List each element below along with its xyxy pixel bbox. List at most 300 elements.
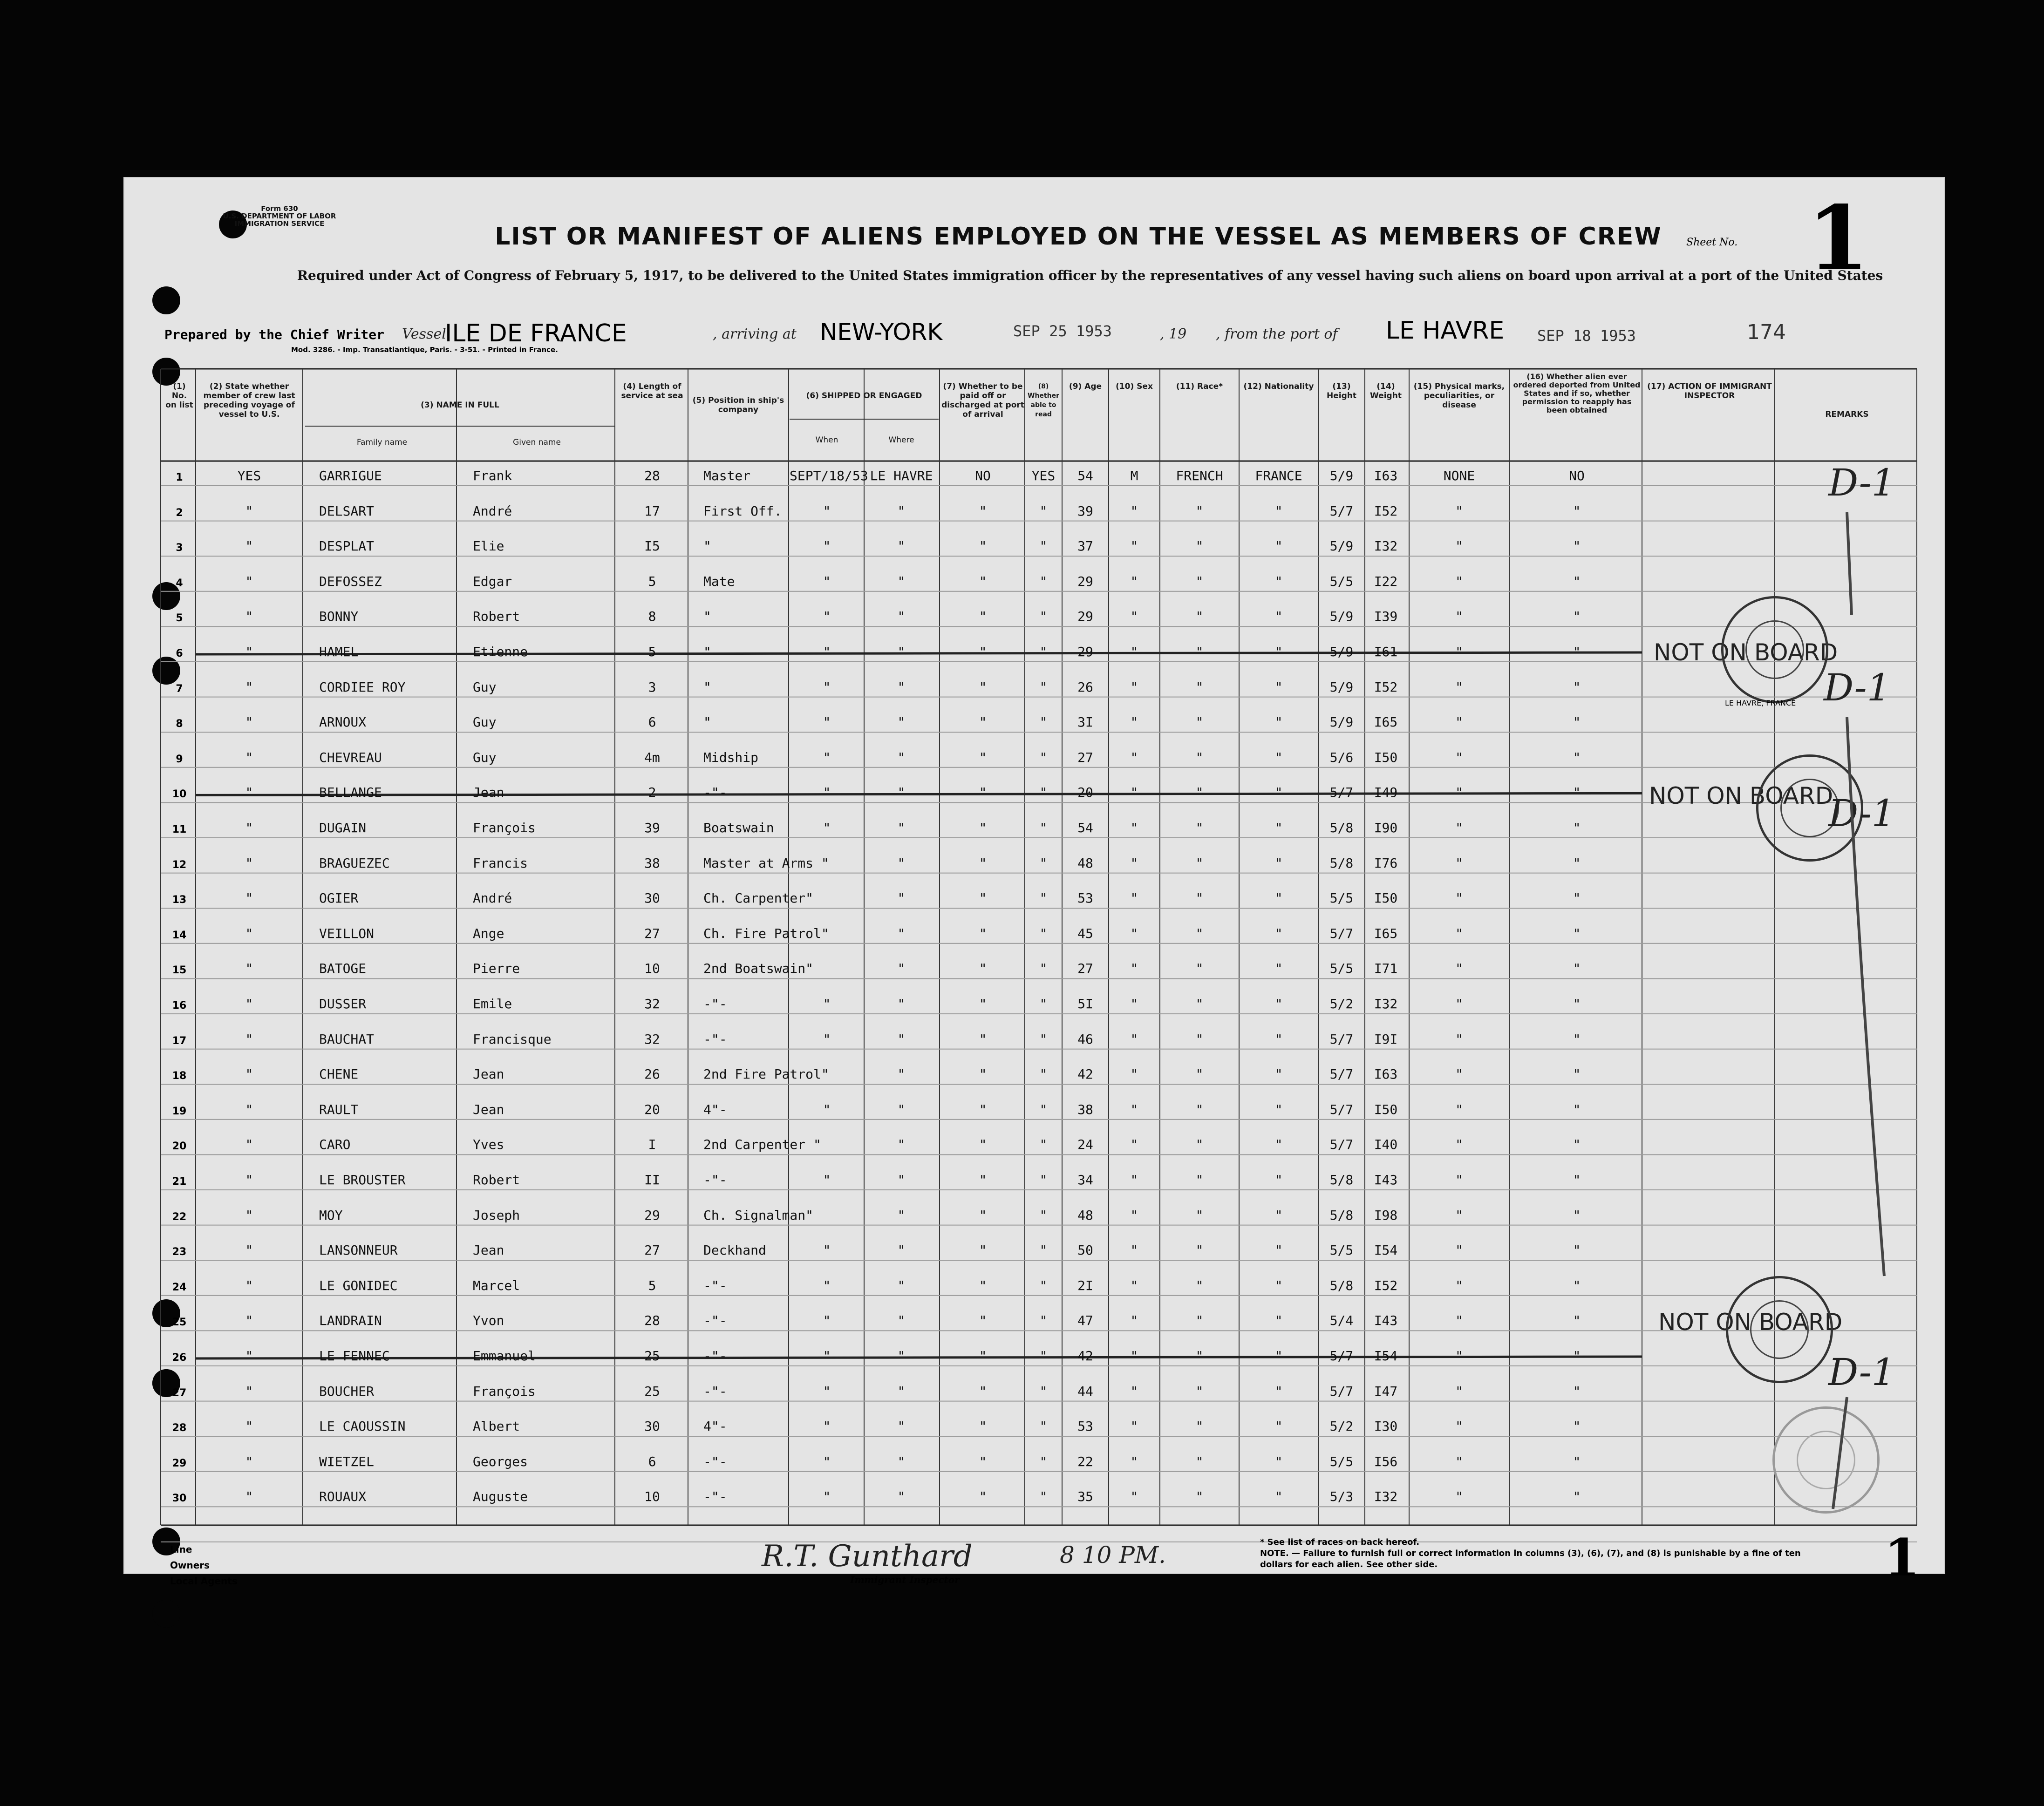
cell-height: 5/5 — [1329, 1453, 1354, 1469]
cell-age: 27 — [1077, 961, 1093, 977]
cell-position: -"- — [703, 1348, 727, 1364]
cell-position: " — [703, 538, 711, 554]
cell-state: " — [245, 996, 253, 1012]
cell-state: " — [245, 925, 253, 941]
cell-nat: " — [1274, 1419, 1283, 1434]
col-remarks-header: REMARKS — [1825, 410, 1869, 419]
owners-label: Owners — [170, 1560, 210, 1571]
cell-deported: " — [1573, 820, 1581, 835]
cell-family: HAMEL — [319, 644, 359, 659]
cell-deported: NO — [1569, 468, 1585, 483]
cell-age: 46 — [1077, 1031, 1093, 1047]
d1-annotation: D-1 — [1828, 461, 1895, 504]
cell-marks: " — [1455, 1453, 1463, 1469]
row-number: 21 — [172, 1176, 187, 1188]
cell-paid: " — [979, 961, 987, 977]
cell-race: " — [1195, 1031, 1204, 1047]
cell-weight: I50 — [1374, 749, 1398, 765]
cell-when: SEPT/18/53 — [790, 468, 868, 483]
cell-service: 2 — [648, 785, 656, 801]
cell-where: " — [897, 573, 906, 589]
cell-service: 28 — [644, 1313, 660, 1329]
cell-nat: " — [1274, 749, 1283, 765]
cell-deported: " — [1573, 1489, 1581, 1505]
cell-service: 30 — [644, 890, 660, 906]
cell-nat: " — [1274, 714, 1283, 730]
cell-race: " — [1195, 1489, 1204, 1505]
cell-nat: " — [1274, 1242, 1283, 1258]
cell-weight: I63 — [1374, 468, 1398, 483]
cell-deported: " — [1573, 890, 1581, 906]
cell-service: 26 — [644, 1066, 660, 1082]
cell-service: 5 — [648, 1277, 656, 1293]
cell-marks: " — [1455, 961, 1463, 977]
cell-deported: " — [1573, 1137, 1581, 1153]
page-title: LIST OR MANIFEST OF ALIENS EMPLOYED ON THE VESSEL AS MEMBERS OF CREW — [495, 223, 1662, 251]
cell-sex: " — [1130, 925, 1138, 941]
cell-read: " — [1039, 961, 1048, 977]
cell-given: Edgar — [473, 573, 512, 589]
cell-nat: " — [1274, 820, 1283, 835]
cell-where: " — [897, 1137, 906, 1153]
cell-age: 29 — [1077, 609, 1093, 625]
cell-race: " — [1195, 1419, 1204, 1434]
page-mark: 1 — [1884, 1528, 1920, 1588]
cell-read: " — [1039, 1242, 1048, 1258]
cell-read: " — [1039, 1489, 1048, 1505]
cell-deported: " — [1573, 749, 1581, 765]
cell-paid: " — [979, 1419, 987, 1434]
cell-given: Etienne — [473, 644, 528, 659]
cell-race: FRENCH — [1176, 468, 1223, 483]
cell-when: " — [823, 1419, 831, 1434]
cell-height: 5/4 — [1329, 1313, 1354, 1329]
cell-position: Boatswain — [703, 820, 774, 835]
cell-paid: " — [979, 679, 987, 695]
cell-race: " — [1195, 925, 1204, 941]
col-no-header: (1) No. on list — [165, 382, 193, 410]
row-number: 26 — [172, 1352, 187, 1364]
cell-marks: " — [1455, 1207, 1463, 1223]
cell-family: DEFOSSEZ — [319, 573, 382, 589]
cell-family: WIETZEL — [319, 1453, 375, 1469]
cell-height: 5/3 — [1329, 1489, 1354, 1505]
cell-nat: " — [1274, 609, 1283, 625]
cell-read: " — [1039, 573, 1048, 589]
cell-read: " — [1039, 1066, 1048, 1082]
cell-read: " — [1039, 1383, 1048, 1399]
cell-race: " — [1195, 1383, 1204, 1399]
cell-service: 27 — [644, 925, 660, 941]
cell-age: 24 — [1077, 1137, 1093, 1153]
cell-race: " — [1195, 1313, 1204, 1329]
cell-state: " — [245, 1242, 253, 1258]
cell-state: " — [245, 1101, 253, 1117]
cell-where: " — [897, 855, 906, 871]
cell-height: 5/7 — [1329, 1383, 1354, 1399]
cell-state: " — [245, 1348, 253, 1364]
cell-state: " — [245, 573, 253, 589]
cell-where: " — [897, 820, 906, 835]
cell-position: Ch. Fire Patrol" — [703, 925, 829, 941]
cell-weight: I52 — [1374, 1277, 1398, 1293]
cell-paid: " — [979, 609, 987, 625]
cell-deported: " — [1573, 714, 1581, 730]
cell-weight: I52 — [1374, 679, 1398, 695]
cell-deported: " — [1573, 1207, 1581, 1223]
cell-weight: I40 — [1374, 1137, 1398, 1153]
cell-read: " — [1039, 503, 1048, 519]
cell-state: " — [245, 1453, 253, 1469]
cell-state: " — [245, 749, 253, 765]
cell-sex: " — [1130, 714, 1138, 730]
cell-weight: I43 — [1374, 1313, 1398, 1329]
cell-race: " — [1195, 996, 1204, 1012]
cell-nat: " — [1274, 890, 1283, 906]
cell-nat: " — [1274, 1066, 1283, 1082]
cell-sex: " — [1130, 573, 1138, 589]
cell-sex: " — [1130, 1207, 1138, 1223]
cell-where: " — [897, 1207, 906, 1223]
cell-marks: " — [1455, 538, 1463, 554]
cell-family: MOY — [319, 1207, 343, 1223]
cell-marks: " — [1455, 890, 1463, 906]
cell-read: " — [1039, 1137, 1048, 1153]
cell-sex: " — [1130, 749, 1138, 765]
cell-weight: I71 — [1374, 961, 1398, 977]
cell-position: Deckhand — [703, 1242, 766, 1258]
cell-weight: I54 — [1374, 1242, 1398, 1258]
cell-marks: " — [1455, 1489, 1463, 1505]
cell-height: 5/7 — [1329, 1031, 1354, 1047]
cell-race: " — [1195, 1137, 1204, 1153]
cell-sex: " — [1130, 1383, 1138, 1399]
cell-given: Guy — [473, 749, 497, 765]
cell-read: " — [1039, 996, 1048, 1012]
row-number: 11 — [172, 824, 187, 835]
cell-paid: " — [979, 503, 987, 519]
cell-nat: " — [1274, 1031, 1283, 1047]
col-name-header: (3) NAME IN FULL — [421, 401, 499, 410]
cell-marks: " — [1455, 503, 1463, 519]
cell-marks: " — [1455, 785, 1463, 801]
cell-read: " — [1039, 785, 1048, 801]
cell-age: 27 — [1077, 749, 1093, 765]
cell-paid: " — [979, 1348, 987, 1364]
row-number: 24 — [172, 1281, 187, 1293]
year-label: , 19 — [1160, 326, 1187, 342]
cell-service: 3 — [648, 679, 656, 695]
cell-state: YES — [237, 468, 261, 483]
row-number: 3 — [176, 542, 183, 554]
col-marks-header: (15) Physical marks, peculiarities, or disease — [1413, 382, 1505, 410]
cell-deported: " — [1573, 961, 1581, 977]
col-action-header: (17) ACTION OF IMMIGRANT INSPECTOR — [1647, 382, 1772, 401]
cell-deported: " — [1573, 1242, 1581, 1258]
cell-where: " — [897, 1066, 906, 1082]
row-number: 17 — [172, 1035, 187, 1047]
cell-race: " — [1195, 1207, 1204, 1223]
cell-deported: " — [1573, 1419, 1581, 1434]
cell-age: 34 — [1077, 1172, 1093, 1188]
cell-family: CARO — [319, 1137, 351, 1153]
cell-position: 2nd Carpenter " — [703, 1137, 821, 1153]
cell-sex: " — [1130, 1313, 1138, 1329]
departure-date-stamp: SEP 18 1953 — [1537, 327, 1636, 345]
cell-height: 5/2 — [1329, 996, 1354, 1012]
col-where-header: Where — [888, 435, 914, 445]
cell-given: Jean — [473, 1066, 504, 1082]
cell-marks: " — [1455, 1172, 1463, 1188]
cell-deported: " — [1573, 1031, 1581, 1047]
cell-height: 5/7 — [1329, 1137, 1354, 1153]
cell-height: 5/7 — [1329, 785, 1354, 801]
cell-height: 5/8 — [1329, 1277, 1354, 1293]
cell-service: 28 — [644, 468, 660, 483]
cell-given: Yvon — [473, 1313, 504, 1329]
cell-state: " — [245, 644, 253, 659]
cell-paid: " — [979, 1101, 987, 1117]
cell-deported: " — [1573, 1066, 1581, 1082]
cell-age: 29 — [1077, 644, 1093, 659]
cell-height: 5/7 — [1329, 925, 1354, 941]
col-service-header: (4) Length of service at sea — [621, 382, 683, 401]
cell-nat: " — [1274, 1101, 1283, 1117]
cell-weight: I32 — [1374, 1489, 1398, 1505]
cell-marks: " — [1455, 573, 1463, 589]
cell-read: " — [1039, 1277, 1048, 1293]
cell-height: 5/7 — [1329, 503, 1354, 519]
cell-nat: " — [1274, 644, 1283, 659]
cell-nat: " — [1274, 573, 1283, 589]
cell-age: 53 — [1077, 890, 1093, 906]
cell-read: " — [1039, 749, 1048, 765]
cell-given: Albert — [473, 1419, 520, 1434]
cell-given: Joseph — [473, 1207, 520, 1223]
cell-position: First Off. — [703, 503, 782, 519]
cell-where: " — [897, 1383, 906, 1399]
cell-marks: " — [1455, 1066, 1463, 1082]
cell-where: " — [897, 1419, 906, 1434]
cell-service: 30 — [644, 1419, 660, 1434]
cell-when: " — [823, 573, 831, 589]
cell-paid: " — [979, 890, 987, 906]
col-when-header: When — [815, 435, 838, 445]
cell-nat: " — [1274, 785, 1283, 801]
row-number: 30 — [172, 1493, 187, 1505]
cell-paid: " — [979, 1172, 987, 1188]
row-number: 22 — [172, 1211, 187, 1223]
punch-hole — [152, 1600, 180, 1628]
cell-deported: " — [1573, 609, 1581, 625]
cell-when: " — [823, 785, 831, 801]
cell-where: " — [897, 679, 906, 695]
cell-read: " — [1039, 714, 1048, 730]
cell-deported: " — [1573, 1453, 1581, 1469]
cell-marks: " — [1455, 1383, 1463, 1399]
cell-family: LANSONNEUR — [319, 1242, 398, 1258]
cell-where: " — [897, 609, 906, 625]
cell-position: Ch. Carpenter" — [703, 890, 814, 906]
cell-given: Emile — [473, 996, 512, 1012]
form-number: Form 630 — [261, 204, 298, 213]
cell-when: " — [823, 1031, 831, 1047]
cell-family: BOUCHER — [319, 1383, 375, 1399]
cell-height: 5/9 — [1329, 714, 1354, 730]
cell-read: " — [1039, 1348, 1048, 1364]
cell-nat: " — [1274, 1172, 1283, 1188]
cell-when: " — [823, 820, 831, 835]
cell-given: Yves — [473, 1137, 504, 1153]
not-on-board-stamp: NOT ON BOARD — [1649, 782, 1833, 809]
cell-marks: " — [1455, 1101, 1463, 1117]
cell-when: " — [823, 679, 831, 695]
cell-race: " — [1195, 714, 1204, 730]
cell-deported: " — [1573, 538, 1581, 554]
cell-age: 45 — [1077, 925, 1093, 941]
cell-weight: I22 — [1374, 573, 1398, 589]
cell-height: 5/5 — [1329, 573, 1354, 589]
cell-service: 5 — [648, 644, 656, 659]
sheet-number: 1 — [1807, 186, 1869, 290]
cell-position: -"- — [703, 785, 727, 801]
cell-when: " — [823, 1277, 831, 1293]
cell-given: Ange — [473, 925, 504, 941]
cell-position: " — [703, 644, 711, 659]
cell-state: " — [245, 961, 253, 977]
cell-service: 5 — [648, 573, 656, 589]
cell-family: DUGAIN — [319, 820, 367, 835]
cell-height: 5/5 — [1329, 1242, 1354, 1258]
cell-position: Midship — [703, 749, 759, 765]
cell-service: 8 — [648, 609, 656, 625]
cell-nat: " — [1274, 1383, 1283, 1399]
cell-given: François — [473, 1383, 536, 1399]
cell-where: " — [897, 1453, 906, 1469]
arriving-label: , arriving at — [713, 326, 797, 342]
cell-marks: " — [1455, 855, 1463, 871]
cell-weight: I9I — [1374, 1031, 1398, 1047]
cell-paid: NO — [975, 468, 991, 483]
cell-marks: " — [1455, 1242, 1463, 1258]
cell-given: Auguste — [473, 1489, 528, 1505]
cell-paid: " — [979, 785, 987, 801]
cell-position: Master — [703, 468, 751, 483]
cell-family: LE FENNEC — [319, 1348, 390, 1364]
cell-family: ARNOUX — [319, 714, 367, 730]
cell-weight: I32 — [1374, 538, 1398, 554]
cell-weight: I98 — [1374, 1207, 1398, 1223]
cell-marks: " — [1455, 749, 1463, 765]
cell-position: 4"- — [703, 1419, 727, 1434]
cell-paid: " — [979, 749, 987, 765]
cell-family: BATOGE — [319, 961, 367, 977]
col-position-header: (5) Position in ship's company — [692, 396, 784, 414]
cell-race: " — [1195, 961, 1204, 977]
cell-position: -"- — [703, 1031, 727, 1047]
cell-state: " — [245, 1489, 253, 1505]
cell-age: 42 — [1077, 1348, 1093, 1364]
cell-position: -"- — [703, 1453, 727, 1469]
cell-deported: " — [1573, 1172, 1581, 1188]
cell-age: 50 — [1077, 1242, 1093, 1258]
seal-caption: LE HAVRE, FRANCE — [1725, 699, 1796, 707]
cell-sex: " — [1130, 996, 1138, 1012]
cell-paid: " — [979, 538, 987, 554]
cell-deported: " — [1573, 925, 1581, 941]
vessel-label: Vessel — [402, 326, 446, 342]
cell-weight: I52 — [1374, 503, 1398, 519]
cell-position: -"- — [703, 1277, 727, 1293]
cell-race: " — [1195, 1172, 1204, 1188]
cell-when: " — [823, 609, 831, 625]
cell-read: " — [1039, 1031, 1048, 1047]
cell-age: 44 — [1077, 1383, 1093, 1399]
cell-state: " — [245, 890, 253, 906]
arrival-date-stamp: SEP 25 1953 — [1013, 322, 1112, 340]
cell-where: " — [897, 890, 906, 906]
cell-race: " — [1195, 679, 1204, 695]
cell-sex: " — [1130, 1489, 1138, 1505]
row-number: 5 — [176, 612, 183, 625]
cell-state: " — [245, 820, 253, 835]
cell-state: " — [245, 714, 253, 730]
cell-given: Jean — [473, 785, 504, 801]
cell-nat: " — [1274, 1137, 1283, 1153]
cell-state: " — [245, 538, 253, 554]
cell-state: " — [245, 1137, 253, 1153]
cell-family: BAUCHAT — [319, 1031, 375, 1047]
cell-age: 48 — [1077, 1207, 1093, 1223]
cell-deported: " — [1573, 1383, 1581, 1399]
cell-nat: " — [1274, 996, 1283, 1012]
col-sex-header: (10) Sex — [1116, 382, 1153, 391]
cell-service: 6 — [648, 1453, 656, 1469]
cell-marks: " — [1455, 996, 1463, 1012]
cell-paid: " — [979, 573, 987, 589]
cell-marks: " — [1455, 1137, 1463, 1153]
cell-state: " — [245, 1172, 253, 1188]
cell-height: 5/8 — [1329, 855, 1354, 871]
col-given-header: Given name — [513, 438, 561, 447]
departure-port: LE HAVRE — [1386, 317, 1505, 345]
cell-paid: " — [979, 1383, 987, 1399]
cell-family: BONNY — [319, 609, 359, 625]
cell-where: " — [897, 961, 906, 977]
cell-marks: " — [1455, 1419, 1463, 1434]
col-height-header: (13) Height — [1327, 382, 1356, 401]
cell-family: ROUAUX — [319, 1489, 367, 1505]
cell-marks: " — [1455, 714, 1463, 730]
cell-race: " — [1195, 855, 1204, 871]
cell-given: Emmanuel — [473, 1348, 536, 1364]
cell-weight: I65 — [1374, 714, 1398, 730]
cell-family: CHEVREAU — [319, 749, 382, 765]
cell-race: " — [1195, 503, 1204, 519]
cell-paid: " — [979, 855, 987, 871]
cell-state: " — [245, 1277, 253, 1293]
row-number: 14 — [172, 929, 187, 941]
cell-position: " — [703, 714, 711, 730]
cell-state: " — [245, 1383, 253, 1399]
cell-sex: " — [1130, 890, 1138, 906]
cell-sex: " — [1130, 609, 1138, 625]
cell-weight: I30 — [1374, 1419, 1398, 1434]
cell-family: DELSART — [319, 503, 375, 519]
cell-race: " — [1195, 644, 1204, 659]
agents-label: Local Agents — [170, 1575, 238, 1587]
cell-deported: " — [1573, 1277, 1581, 1293]
